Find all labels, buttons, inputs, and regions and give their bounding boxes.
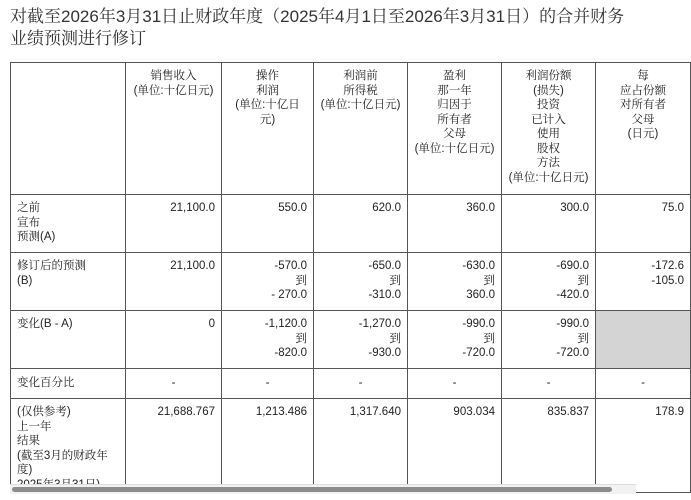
header-line: (单位:十亿日元)	[414, 142, 495, 155]
label-line: 结果	[17, 435, 40, 447]
cell-value: -	[641, 377, 645, 389]
table-cell	[126, 311, 222, 369]
cell-value: 到	[577, 332, 589, 345]
header-line: 所得税	[343, 84, 378, 97]
label-line: (仅供参考)	[17, 406, 71, 418]
label-line: 变化百分比	[17, 377, 75, 389]
cell-value: 到	[389, 274, 401, 287]
cell-value: 903.034	[453, 406, 495, 418]
cell-value: -420.0	[556, 289, 589, 301]
scrollbar-thumb[interactable]	[12, 487, 612, 492]
table-cell	[596, 399, 691, 493]
table-cell	[408, 369, 502, 399]
label-line: 变化(B - A)	[17, 318, 73, 330]
cell-value: -930.0	[368, 347, 401, 359]
header-line: 销售收入	[150, 70, 197, 82]
cell-value: -1,270.0	[358, 318, 401, 330]
col-header-net-profit	[408, 63, 502, 195]
header-line: 每	[637, 70, 649, 82]
table-cell	[596, 369, 691, 399]
table-cell	[222, 311, 314, 369]
cell-value: -1,120.0	[264, 318, 307, 330]
cell-value: 到	[577, 274, 589, 287]
col-header-sales	[126, 63, 222, 195]
cell-value: -105.0	[651, 274, 684, 287]
header-line: 利润份额	[525, 70, 572, 82]
table-cell	[222, 399, 314, 493]
cell-value: 21,100.0	[170, 260, 215, 272]
table-cell	[502, 253, 596, 311]
header-line: 利润前	[343, 70, 378, 82]
table-cell	[314, 399, 408, 493]
label-line: 预测(A)	[17, 231, 56, 243]
row-label-revised-forecast	[11, 253, 126, 311]
cell-value: 620.0	[372, 202, 401, 214]
table-cell	[408, 195, 502, 253]
col-header-pretax-profit	[314, 63, 408, 195]
cell-value: 360.0	[466, 202, 495, 214]
table-cell	[502, 369, 596, 399]
horizontal-scrollbar[interactable]	[10, 484, 636, 494]
label-line: (截至3月的财政年度)	[17, 449, 108, 476]
cell-value: -990.0	[556, 318, 589, 330]
cell-value: -172.6	[651, 260, 684, 272]
label-line: 上一年	[17, 420, 52, 433]
header-line: 父母	[443, 128, 466, 140]
table-cell	[314, 311, 408, 369]
cell-value: -820.0	[274, 347, 307, 359]
header-line: 利润	[256, 84, 279, 97]
table-cell	[126, 253, 222, 311]
table-cell	[408, 399, 502, 493]
col-header-equity-method	[502, 63, 596, 195]
cell-value: 1,213.486	[255, 406, 307, 418]
header-row	[11, 63, 691, 195]
cell-value: 360.0	[466, 289, 495, 301]
cell-value: -	[358, 377, 363, 389]
table-row	[11, 399, 691, 493]
table-cell	[314, 253, 408, 311]
table-cell	[222, 369, 314, 399]
cell-value: 到	[295, 274, 307, 287]
cell-value: -570.0	[274, 260, 307, 272]
header-line: 所有者	[437, 113, 472, 126]
table-cell	[596, 253, 691, 311]
header-line: 投资	[537, 99, 560, 111]
header-line: 应占份额	[620, 84, 666, 97]
header-line: (单位:十亿日元)	[508, 171, 589, 184]
header-line: (日元)	[627, 128, 659, 140]
cell-value: 300.0	[560, 202, 589, 214]
table-row	[11, 369, 691, 399]
header-line: 已计入	[531, 113, 566, 126]
header-line: 对所有者	[620, 99, 666, 111]
cell-value: - 270.0	[271, 289, 307, 301]
table-cell	[502, 195, 596, 253]
row-label-change	[11, 311, 126, 369]
label-line: (B)	[17, 274, 33, 287]
cell-value: -990.0	[462, 318, 495, 330]
row-label-change-percent	[11, 369, 126, 399]
cell-value: 到	[389, 332, 401, 345]
forecast-table-container[interactable]	[10, 62, 684, 482]
header-line: (单位:十亿日元)	[320, 99, 401, 111]
header-line: 使用	[537, 128, 560, 140]
table-cell	[314, 195, 408, 253]
col-header-operating-profit	[222, 63, 314, 195]
table-cell	[126, 369, 222, 399]
table-cell	[222, 253, 314, 311]
cell-value: -630.0	[462, 260, 495, 272]
cell-value: 到	[295, 332, 307, 345]
cell-value: -	[265, 377, 270, 389]
cell-value: 550.0	[278, 202, 307, 214]
cell-value: 75.0	[661, 202, 684, 214]
table-row	[11, 195, 691, 253]
cell-value: -310.0	[368, 289, 401, 301]
cell-value: 21,100.0	[170, 202, 215, 214]
header-line: (损失)	[533, 84, 564, 97]
label-line: 之前	[17, 202, 40, 214]
cell-value: -	[546, 377, 551, 389]
row-label-previous-year	[11, 399, 126, 493]
header-line: 方法	[537, 157, 560, 169]
col-header-eps	[596, 63, 691, 195]
cell-value: 1,317.640	[349, 406, 401, 418]
table-row	[11, 311, 691, 369]
cell-value: 835.837	[547, 406, 589, 418]
table-cell	[596, 195, 691, 253]
cell-value: -	[452, 377, 457, 389]
table-cell	[408, 253, 502, 311]
header-line: 那一年	[437, 84, 472, 97]
header-corner	[11, 63, 126, 195]
table-cell	[502, 311, 596, 369]
cell-value: -690.0	[556, 260, 589, 272]
table-cell	[502, 399, 596, 493]
header-line: (单位:十亿日元)	[235, 99, 300, 126]
table-cell	[126, 195, 222, 253]
cell-value: 178.9	[655, 406, 684, 418]
cell-value: -	[171, 377, 176, 389]
header-line: 股权	[537, 142, 560, 155]
table-cell	[126, 399, 222, 493]
cell-value: 到	[483, 274, 495, 287]
cell-value: -720.0	[556, 347, 589, 359]
table-cell	[222, 195, 314, 253]
cell-value: -720.0	[462, 347, 495, 359]
header-line: 父母	[631, 113, 655, 126]
cell-value: -650.0	[368, 260, 401, 272]
label-line: 宣布	[17, 216, 40, 229]
row-label-previous-forecast	[11, 195, 126, 253]
header-line: 归因于	[437, 99, 472, 111]
forecast-table	[10, 62, 691, 493]
label-line: 修订后的预测	[17, 260, 86, 272]
cell-value: 21,688.767	[157, 406, 215, 418]
page-title: 对截至2026年3月31日止财政年度（2025年4月1日至2026年3月31日）的合并财务业绩预测进行修订	[10, 7, 625, 48]
header-line: 盈利	[443, 70, 466, 82]
header-line: (单位:十亿日元)	[133, 84, 214, 97]
table-cell	[408, 311, 502, 369]
table-cell	[314, 369, 408, 399]
table-row	[11, 253, 691, 311]
header-line: 操作	[256, 70, 279, 82]
cell-value: 到	[483, 332, 495, 345]
table-cell-shaded	[596, 311, 691, 369]
cell-value: 0	[208, 318, 215, 330]
